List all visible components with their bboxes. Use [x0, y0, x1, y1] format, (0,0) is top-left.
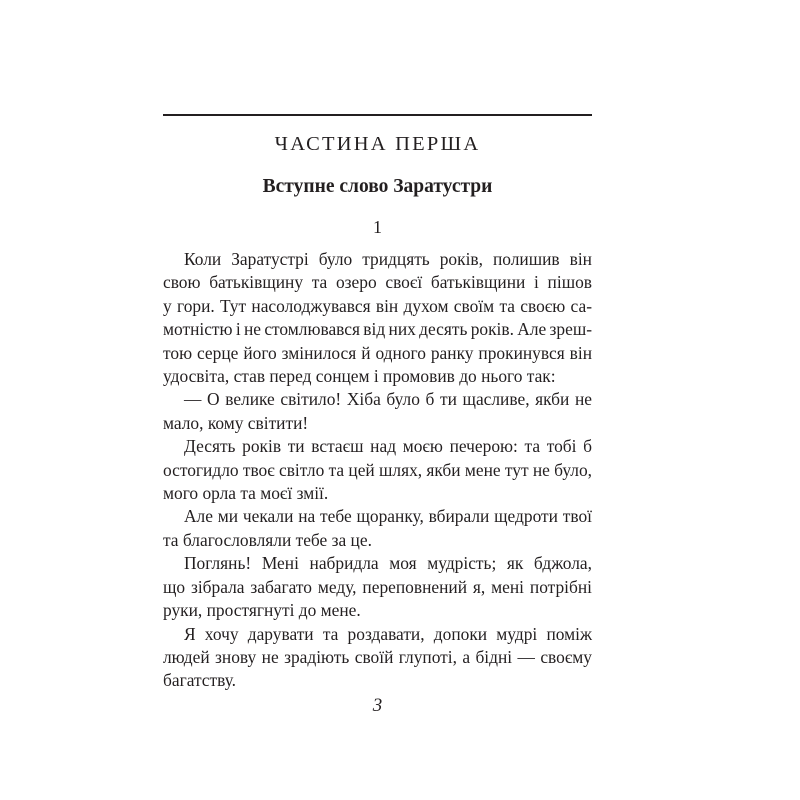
text-line: Коли Заратустрі було тридцять років, полишив він	[184, 249, 592, 269]
text-line: руки, простягнуті до мене.	[163, 600, 361, 621]
paragraph	[163, 505, 592, 552]
paragraph	[163, 623, 592, 693]
text-line: свою батьківщину та озеро своєї батьківщини і пішов	[163, 272, 592, 293]
text-line: тою серце його змінилося й одного ранку прокинувся він	[163, 342, 592, 363]
text-line: мого орла та моєї змії.	[163, 483, 329, 504]
page-number: 3	[372, 695, 383, 716]
text-line: Поглянь! Мені набридла моя мудрість; як бджола,	[184, 553, 592, 574]
text-line: — О велике світило! Хіба було б ти щасливе, якби не	[184, 389, 592, 410]
text-line: мало, кому світити!	[163, 412, 309, 433]
text-line: багатству.	[163, 670, 237, 691]
part-title: ЧАСТИНА ПЕРША	[274, 133, 481, 155]
text-line: у гори. Тут насолоджувався він духом своїм та своєю са-	[163, 295, 592, 316]
text-line: Десять років ти встаєш над моєю печерою: та тобі б	[184, 436, 592, 457]
text-line: що зібрала забагато меду, переповнений я, мені потрібні	[163, 576, 592, 597]
header-rule	[163, 114, 592, 116]
paragraph	[163, 388, 592, 435]
text-line: Я хочу дарувати та роздавати, допоки мудрі поміж	[184, 623, 592, 644]
text-line: людей знову не зрадіють своїй глупоті, а бідні — своєму	[163, 646, 592, 667]
text-line: мотністю і не стомлювався від них десять років. Але зреш-	[163, 319, 592, 340]
paragraph	[163, 552, 592, 622]
text-line: та благословляли тебе за це.	[163, 529, 372, 550]
paragraph	[163, 248, 592, 388]
text-line: удосвіта, став перед сонцем і промовив до нього так:	[163, 366, 556, 387]
text-line: остогидло твоє світло та цей шлях, якби мене тут не було,	[163, 459, 592, 480]
text-line: Але ми чекали на тебе щоранку, вбирали щедроти твої	[184, 506, 592, 527]
chapter-title: Вступне слово Заратустри	[262, 176, 493, 197]
body-text	[163, 248, 592, 693]
paragraph	[163, 435, 592, 505]
section-number: 1	[373, 217, 382, 237]
